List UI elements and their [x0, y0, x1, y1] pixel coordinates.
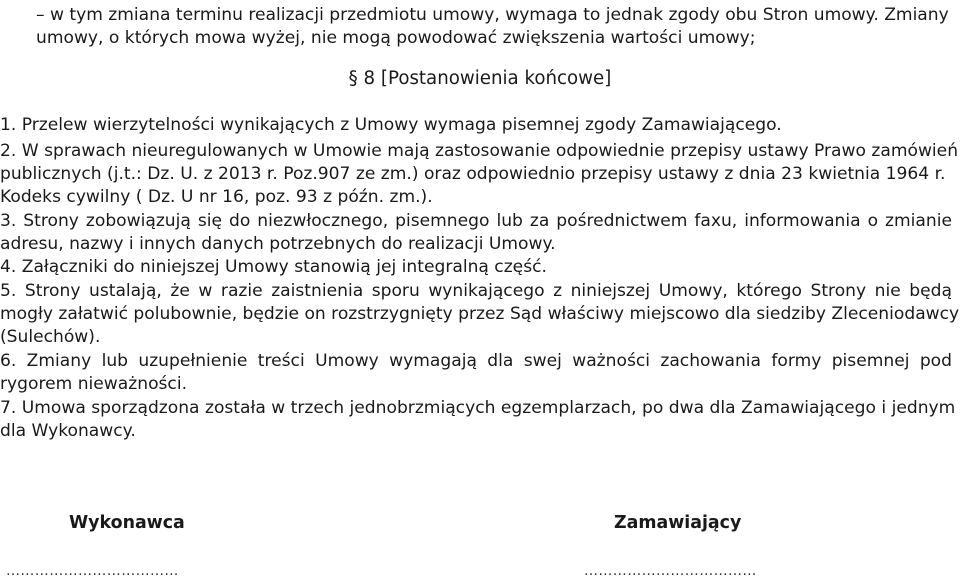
signature-label-client: Zamawiający	[614, 513, 742, 533]
clause-6-line-2: rygorem nieważności.	[0, 374, 188, 394]
clause-2-line-1: 2. W sprawach nieuregulowanych w Umowie mają zastosowanie odpowiednie przepisy ustawy Prawo zamówień	[0, 141, 959, 161]
clause-7-line-2: dla Wykonawcy.	[0, 421, 136, 441]
clause-7-line-1: 7. Umowa sporządzona została w trzech jednobrzmiących egzemplarzach, po dwa dla Zamawiającego i jednym	[0, 398, 956, 418]
clause-3-line-1: 3. Strony zobowiązują się do niezwłocznego, pisemnego lub za pośrednictwem faxu, informowania o zmianie	[0, 211, 952, 231]
clause-1: 1. Przelew wierzytelności wynikających z Umowy wymaga pisemnej zgody Zamawiającego.	[0, 115, 782, 135]
top-line-2: umowy, o których mowa wyżej, nie mogą powodować zwiększenia wartości umowy;	[36, 28, 756, 48]
top-line-1: – w tym zmiana terminu realizacji przedmiotu umowy, wymaga to jednak zgody obu Stron umowy. Zmiany	[36, 5, 949, 25]
clause-5-line-2: mogły załatwić polubownie, będzie on rozstrzygnięty przez Sąd właściwy miejscowo dla siedziby Zleceniodawcy	[0, 304, 960, 324]
signature-line-client: ………………………………	[584, 563, 757, 579]
clause-2-line-2: publicznych (j.t.: Dz. U. z 2013 r. Poz.907 ze zm.) oraz odpowiednio przepisy ustawy z dnia 23 kwietnia 1964 r.	[0, 164, 946, 184]
clause-5-line-3: (Sulechów).	[0, 327, 101, 347]
section-title: § 8 [Postanowienia końcowe]	[348, 68, 612, 89]
signature-line-contractor: ………………………………	[6, 563, 179, 579]
signature-label-contractor: Wykonawca	[69, 513, 185, 533]
clause-2-line-3: Kodeks cywilny ( Dz. U nr 16, poz. 93 z późn. zm.).	[0, 187, 433, 207]
clause-3-line-2: adresu, nazwy i innych danych potrzebnych do realizacji Umowy.	[0, 234, 556, 254]
clause-6-line-1: 6. Zmiany lub uzupełnienie treści Umowy wymagają dla swej ważności zachowania formy pisemnej pod	[0, 351, 952, 371]
clause-5-line-1: 5. Strony ustalają, że w razie zaistnienia sporu wynikającego z niniejszej Umowy, którego Strony nie będą	[0, 281, 952, 301]
clause-4: 4. Załączniki do niniejszej Umowy stanowią jej integralną część.	[0, 257, 547, 277]
